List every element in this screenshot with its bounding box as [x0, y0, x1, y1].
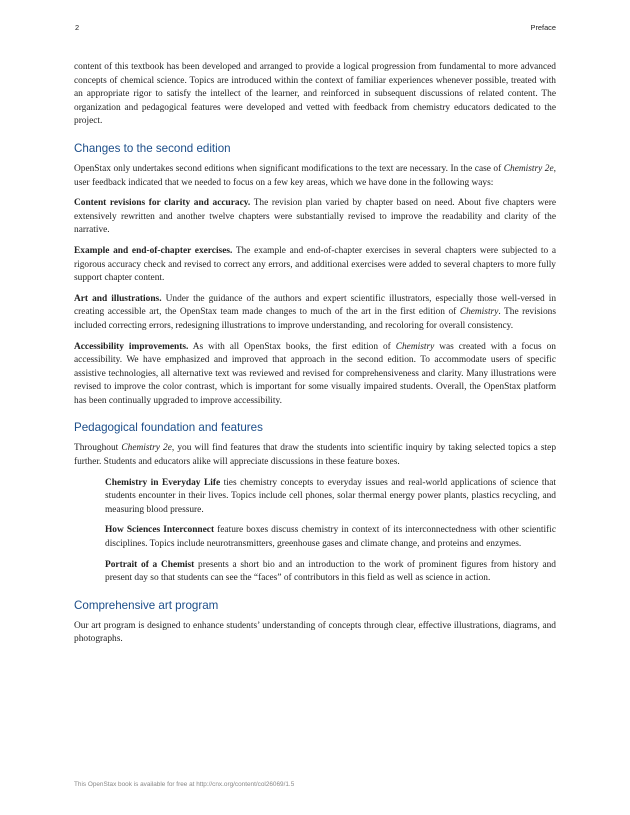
art-paragraph: [74, 293, 556, 334]
pedagogical-intro-text-b: , you will find features that draw the students into scientific inquiry by taking selected topics a step further. Students and educators alike will appreciate discussions in these feature boxes.: [74, 443, 557, 468]
art-program-heading: Comprehensive art program: [74, 598, 219, 612]
pedagogical-book-title: Chemistry 2e: [121, 443, 172, 454]
pedagogical-intro-paragraph: [74, 442, 556, 469]
art-text-a: Under the guidance of the authors and expert scientific illustrators, especially those well-versed in creating accessible art, the OpenStax team made changes to much of the art in the first edition of: [74, 293, 557, 318]
page-body: [74, 61, 556, 654]
exercises-text: The example and end-of-chapter exercises in several chapters were subjected to a rigorous accuracy check and revised to correct any errors, and additional exercises were added to several chapters to more fully support chapter content.: [74, 245, 557, 284]
interconnect-paragraph: [105, 524, 556, 551]
page-number: 2: [75, 23, 80, 32]
accessibility-text-a: As with all OpenStax books, the first edition of: [188, 341, 396, 352]
section-title: Preface: [530, 23, 556, 32]
pedagogical-intro-text-a: Throughout: [74, 443, 122, 454]
intro-paragraph: content of this textbook has been developed and arranged to provide a logical progression from fundamental to more advanced concepts of chemical science. Topics are introduced within the context of familiar experiences whenever possible, treated with an appropriate rigor to satisfy the intellect of the learner, and reinforced in subsequent discussions of related content. The organization and pedagogical features were developed and vetted with feedback from chemistry educators dedicated to the project.: [74, 62, 556, 127]
everyday-life-paragraph: [105, 477, 556, 518]
changes-heading: Changes to the second edition: [74, 141, 231, 155]
content-revisions-text: The revision plan varied by chapter based on need. About five chapters were extensively rewritten and another twelve chapters were substantially revised to improve the readability and clarity of the narrative.: [74, 198, 556, 236]
art-program-paragraph: Our art program is designed to enhance students’ understanding of concepts through clear, effective illustrations, diagrams, and photographs.: [74, 620, 556, 645]
changes-intro-book-title: Chemistry 2e: [503, 163, 554, 174]
exercises-paragraph: [74, 245, 556, 286]
accessibility-text-b: was created with a focus on accessibility. We have emphasized and improved that approach in the second edition. To accommodate users of specific assistive technologies, all alternative text was reviewed and revised for comprehensiveness and clarity. Many illustrations were revised to improve the color contrast, which is important for some visually impaired students. Overall, the OpenStax platform has been continually upgraded to improve accessibility.: [74, 341, 556, 406]
content-revisions-title: Content revisions for clarity and accuracy.: [74, 198, 251, 209]
accessibility-book-title: Chemistry: [395, 341, 435, 352]
exercises-title: Example and end-of-chapter exercises.: [74, 245, 233, 256]
accessibility-paragraph: [74, 341, 556, 409]
content-revisions-paragraph: [74, 197, 556, 238]
page-footer: This OpenStax book is available for free at http://cnx.org/content/col26069/1.5: [74, 781, 295, 788]
everyday-life-title: Chemistry in Everyday Life: [105, 477, 221, 488]
changes-intro-paragraph: [74, 163, 556, 190]
page-header: [75, 23, 556, 37]
interconnect-title: How Sciences Interconnect: [105, 525, 215, 536]
portrait-title: Portrait of a Chemist: [105, 559, 195, 570]
changes-intro-text-a: OpenStax only undertakes second editions when significant modifications to the text are necessary. In the case of: [74, 163, 504, 174]
changes-intro-text-b: , user feedback indicated that we needed to focus on a few key areas, which we have done in the following ways:: [74, 163, 556, 188]
pedagogical-heading: Pedagogical foundation and features: [74, 421, 263, 435]
art-book-title: Chemistry: [459, 307, 499, 318]
everyday-life-text: ties chemistry concepts to everyday issues and real-world applications of science that students encounter in their lives. Topics include cell phones, solar thermal energy power plants, plastics recycling, and measuring blood pressure.: [105, 477, 556, 515]
art-text-b: . The revisions included correcting errors, redesigning illustrations to improve understanding, and recoloring for overall consistency.: [74, 307, 556, 331]
portrait-paragraph: [105, 559, 556, 586]
art-title: Art and illustrations.: [74, 293, 162, 304]
portrait-text: presents a short bio and an introduction to the work of prominent figures from history and present day so that students can see the “faces” of contributors in this field as well as science in action.: [105, 559, 556, 584]
accessibility-title: Accessibility improvements.: [74, 341, 189, 352]
interconnect-text: feature boxes discuss chemistry in context of its interconnectedness with other scientific disciplines. Topics include neurotransmitters, greenhouse gases and climate change, and proteins and enzymes.: [105, 525, 556, 550]
